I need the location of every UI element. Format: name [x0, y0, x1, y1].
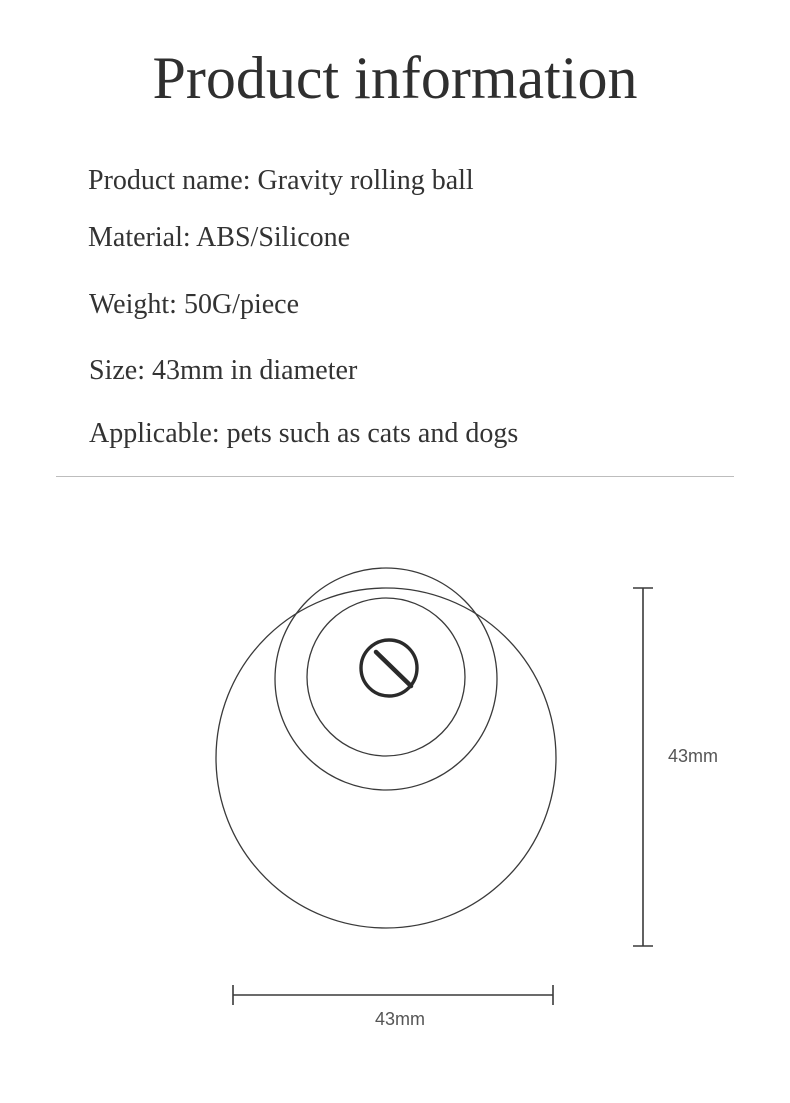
ball-middle-circle [275, 568, 497, 790]
ball-logo-icon [361, 640, 417, 696]
height-dimension-line [633, 588, 653, 946]
height-dimension-label: 43mm [667, 746, 719, 766]
ball-drawing [216, 568, 556, 928]
spec-product-name: Product name: Gravity rolling ball [88, 165, 474, 196]
spec-weight: Weight: 50G/piece [89, 289, 300, 320]
spec-applicable: Applicable: pets such as cats and dogs [89, 418, 519, 449]
spec-size: Size: 43mm in diameter [89, 355, 358, 386]
spec-material: Material: ABS/Silicone [88, 222, 351, 253]
width-dimension-line [233, 985, 553, 1005]
width-dimension-label: 43mm [374, 1009, 426, 1029]
page-title: Product information [152, 45, 638, 111]
ball-inner-circle [307, 598, 465, 756]
